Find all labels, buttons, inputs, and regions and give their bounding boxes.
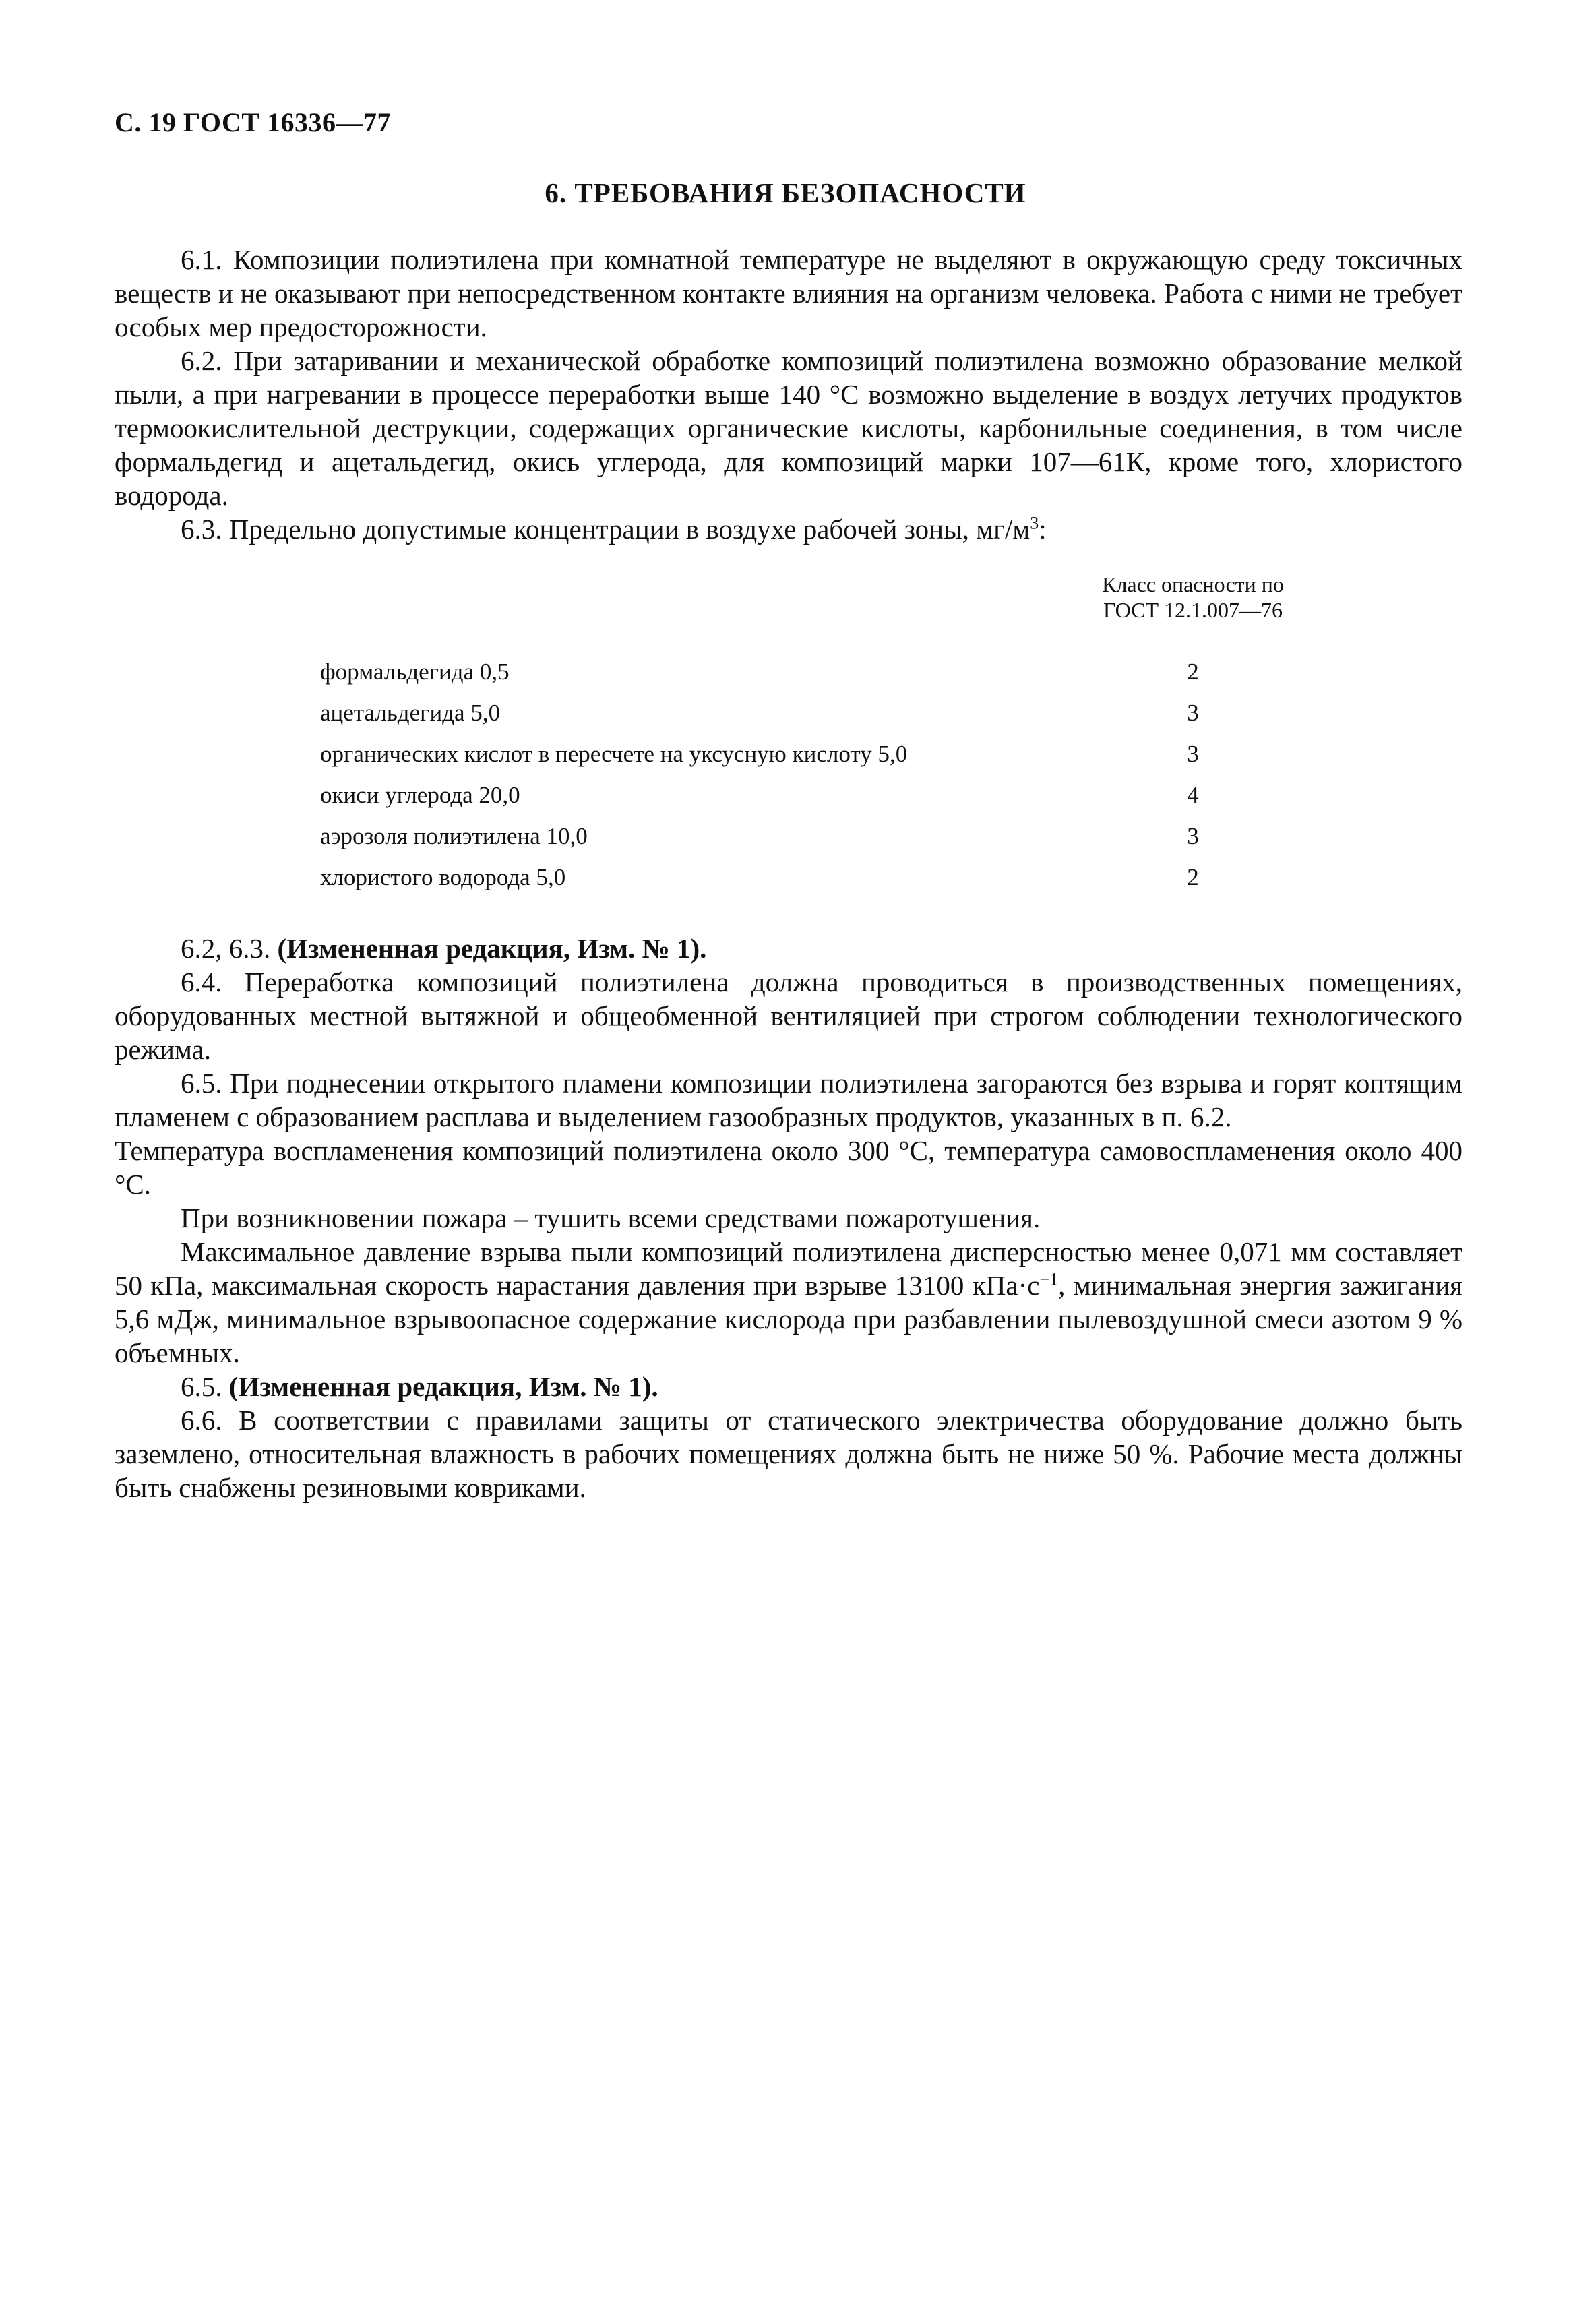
paragraph-6-3-colon: : [1039, 514, 1047, 545]
paragraph-fire-extinguishing: При возникновении пожара – тушить всеми средствами пожаротушения. [181, 1202, 1041, 1233]
revision-ref: 6.5. [181, 1371, 229, 1402]
revision-note: (Измененная редакция, Изм. № 1). [277, 933, 707, 964]
table-header-row [115, 572, 1297, 651]
table-row [115, 774, 1297, 816]
substance-name: формальдегида 0,5 [320, 658, 510, 685]
substance-name: ацетальдегида 5,0 [320, 699, 501, 726]
revision-note-6-2-6-3 [115, 931, 1462, 965]
revision-ref: 6.2, 6.3. [181, 933, 278, 964]
hazard-class: 3 [1187, 822, 1199, 849]
revision-note-6-5 [115, 1370, 1462, 1403]
paragraph-6-2: 6.2. При затаривании и механической обработке композиций полиэтилена возможно образование мелкой пыли, а при нагревании в процессе переработки выше 140 °С возможно выделение в воздух летучих продуктов термоокислительной деструкции, содержащих органические кислоты, карбонильные соединения, в том числе формальдегид и ацетальдегид, окись углерода, для композиций марки 107—61К, кроме того, хлористого водорода. [115, 345, 1462, 511]
concentration-table [115, 572, 1297, 898]
table-row [115, 816, 1297, 857]
revision-note: (Измененная редакция, Изм. № 1). [228, 1371, 658, 1402]
paragraph-6-1: 6.1. Композиции полиэтилена при комнатной температуре не выделяют в окружающую среду токсичных веществ и не оказывают при непосредственном контакте влияния на организм человека. Работа с ними не требует особых мер предосторожности. [115, 244, 1462, 342]
hazard-class: 3 [1187, 699, 1199, 726]
hazard-class: 2 [1187, 863, 1199, 890]
paragraph-6-3 [115, 512, 1462, 546]
paragraph-6-4: 6.4. Переработка композиций полиэтилена должна проводиться в производственных помещениях, оборудованных местной вытяжной и общеобменной вентиляцией при строгом соблюдении технологического режима. [115, 967, 1462, 1065]
substance-name: аэрозоля полиэтилена 10,0 [320, 822, 588, 849]
table-header-empty [115, 572, 1088, 651]
table-row [115, 692, 1297, 733]
hazard-class-header [1088, 572, 1297, 651]
substance-name: окиси углерода 20,0 [320, 781, 520, 808]
paragraph-6-6: 6.6. В соответствии с правилами защиты от статического электричества оборудование должно быть заземлено, относительная влажность в рабочих помещениях должна быть не ниже 50 %. Рабочие места должны быть снабжены резиновыми ковриками. [115, 1405, 1462, 1503]
unit-superscript: 3 [1030, 513, 1039, 533]
paragraph-6-5: 6.5. При поднесении открытого пламени композиции полиэтилена загораются без взрыва и горят коптящим пламенем с образованием расплава и выделением газообразных продуктов, указанных в п. 6.2. [115, 1068, 1462, 1132]
page-header: С. 19 ГОСТ 16336—77 [115, 107, 392, 137]
hazard-class: 4 [1187, 781, 1199, 808]
hazard-class-header-line1: Класс опасности по [1102, 572, 1284, 597]
paragraph-explosion-pressure [115, 1235, 1462, 1370]
table-row [115, 733, 1297, 774]
section-title: 6. ТРЕБОВАНИЯ БЕЗОПАСНОСТИ [545, 177, 1026, 208]
table-row [115, 857, 1297, 898]
section-body [115, 243, 1462, 1504]
paragraph-ignition-temperature: Температура воспламенения композиций полиэтилена около 300 °С, температура самовоспламенения около 400 °С. [115, 1135, 1462, 1200]
table-row [115, 651, 1297, 692]
hazard-class: 2 [1187, 658, 1199, 685]
pressure-text-a: Максимальное давление взрыва пыли композиций полиэтилена дисперсностью менее 0,071 мм составляет 50 кПа, максимальная скорость нарастания давления при взрыве 13100 кПа·с [115, 1236, 1462, 1301]
pressure-text-b: , минимальная энергия зажигания 5,6 мДж, минимальное взрывоопасное содержание кислорода при разбавлении пылевоздушной смеси азотом 9 % объемных. [115, 1270, 1463, 1368]
substance-name: хлористого водорода 5,0 [320, 863, 566, 890]
paragraph-6-3-text: 6.3. Предельно допустимые концентрации в воздухе рабочей зоны, мг/м [181, 514, 1030, 545]
hazard-class-header-line2: ГОСТ 12.1.007—76 [1103, 598, 1283, 622]
exponent-superscript: −1 [1039, 1269, 1059, 1289]
hazard-class: 3 [1187, 740, 1199, 767]
substance-name: органических кислот в пересчете на уксусную кислоту 5,0 [320, 740, 908, 767]
